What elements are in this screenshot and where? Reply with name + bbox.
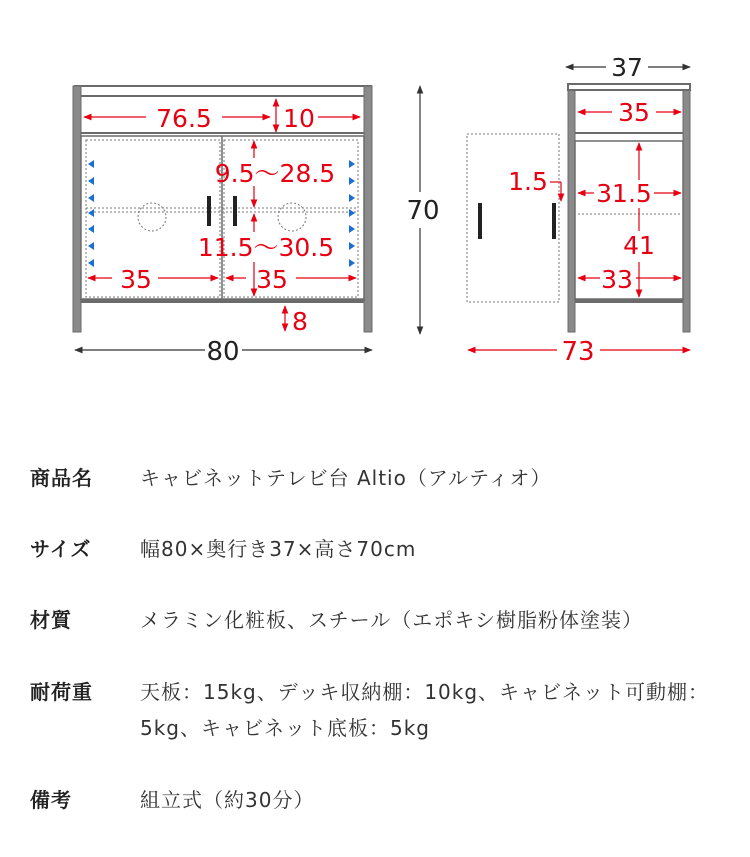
- dim-left-inner: 35: [120, 265, 152, 294]
- spec-row-material: [30, 602, 730, 638]
- dimension-diagram: [0, 0, 750, 400]
- dim-side-inner-top: 35: [618, 98, 650, 127]
- dim-adjust-lower: 11.5～30.5: [197, 233, 335, 262]
- spec-label: 耐荷重: [30, 680, 93, 704]
- spec-row-size: [30, 531, 730, 567]
- side-top-board: [568, 84, 690, 90]
- side-door-handle-inner: [552, 203, 556, 239]
- dim-top-height: 10: [283, 104, 315, 133]
- dim-foot-height: 8: [292, 307, 308, 336]
- handle-right-icon: [233, 196, 237, 226]
- spec-row-load-capacity: [30, 674, 730, 746]
- spec-row-product-name: [30, 460, 730, 496]
- side-right-leg: [683, 84, 690, 332]
- dim-side-open-width: 73: [561, 337, 595, 367]
- dim-overall-height: 70: [406, 196, 440, 226]
- side-door-handle-outer: [478, 203, 482, 239]
- dim-top-width: 76.5: [156, 104, 212, 133]
- front-left-leg: [73, 86, 81, 332]
- dim-side-inner-height: 41: [623, 231, 655, 260]
- spec-value: 天板：15kg、デッキ収納棚：10kg、キャビネット可動棚：5kg、キャビネット底板：5kg: [140, 680, 710, 740]
- spec-value: 幅80×奥行き37×高さ70cm: [140, 537, 417, 561]
- spec-value: メラミン化粧板、スチール（エポキシ樹脂粉体塗装）: [140, 608, 643, 632]
- dim-overall-width: 80: [206, 337, 240, 367]
- spec-label: 商品名: [30, 466, 93, 490]
- dim-adjust-upper: 9.5～28.5: [214, 159, 336, 188]
- dim-door-offset: 1.5: [508, 167, 548, 196]
- side-view: [467, 53, 690, 367]
- spec-label: サイズ: [30, 537, 92, 561]
- dim-right-inner: 35: [256, 265, 288, 294]
- dim-side-lower-inner: 33: [601, 265, 633, 294]
- dim-side-upper-inner: 31.5: [596, 179, 652, 208]
- spec-row-notes: [30, 782, 730, 818]
- front-top-board: [75, 86, 371, 96]
- spec-value: 組立式（約30分）: [140, 788, 315, 812]
- spec-value: キャビネットテレビ台 Altio（アルティオ）: [140, 466, 552, 490]
- dim-side-depth: 37: [611, 53, 643, 82]
- spec-label: 材質: [30, 608, 72, 632]
- handle-left-icon: [207, 196, 211, 226]
- side-left-leg: [568, 84, 575, 332]
- front-view: [73, 86, 440, 367]
- front-right-leg: [364, 86, 372, 332]
- spec-label: 備考: [30, 788, 72, 812]
